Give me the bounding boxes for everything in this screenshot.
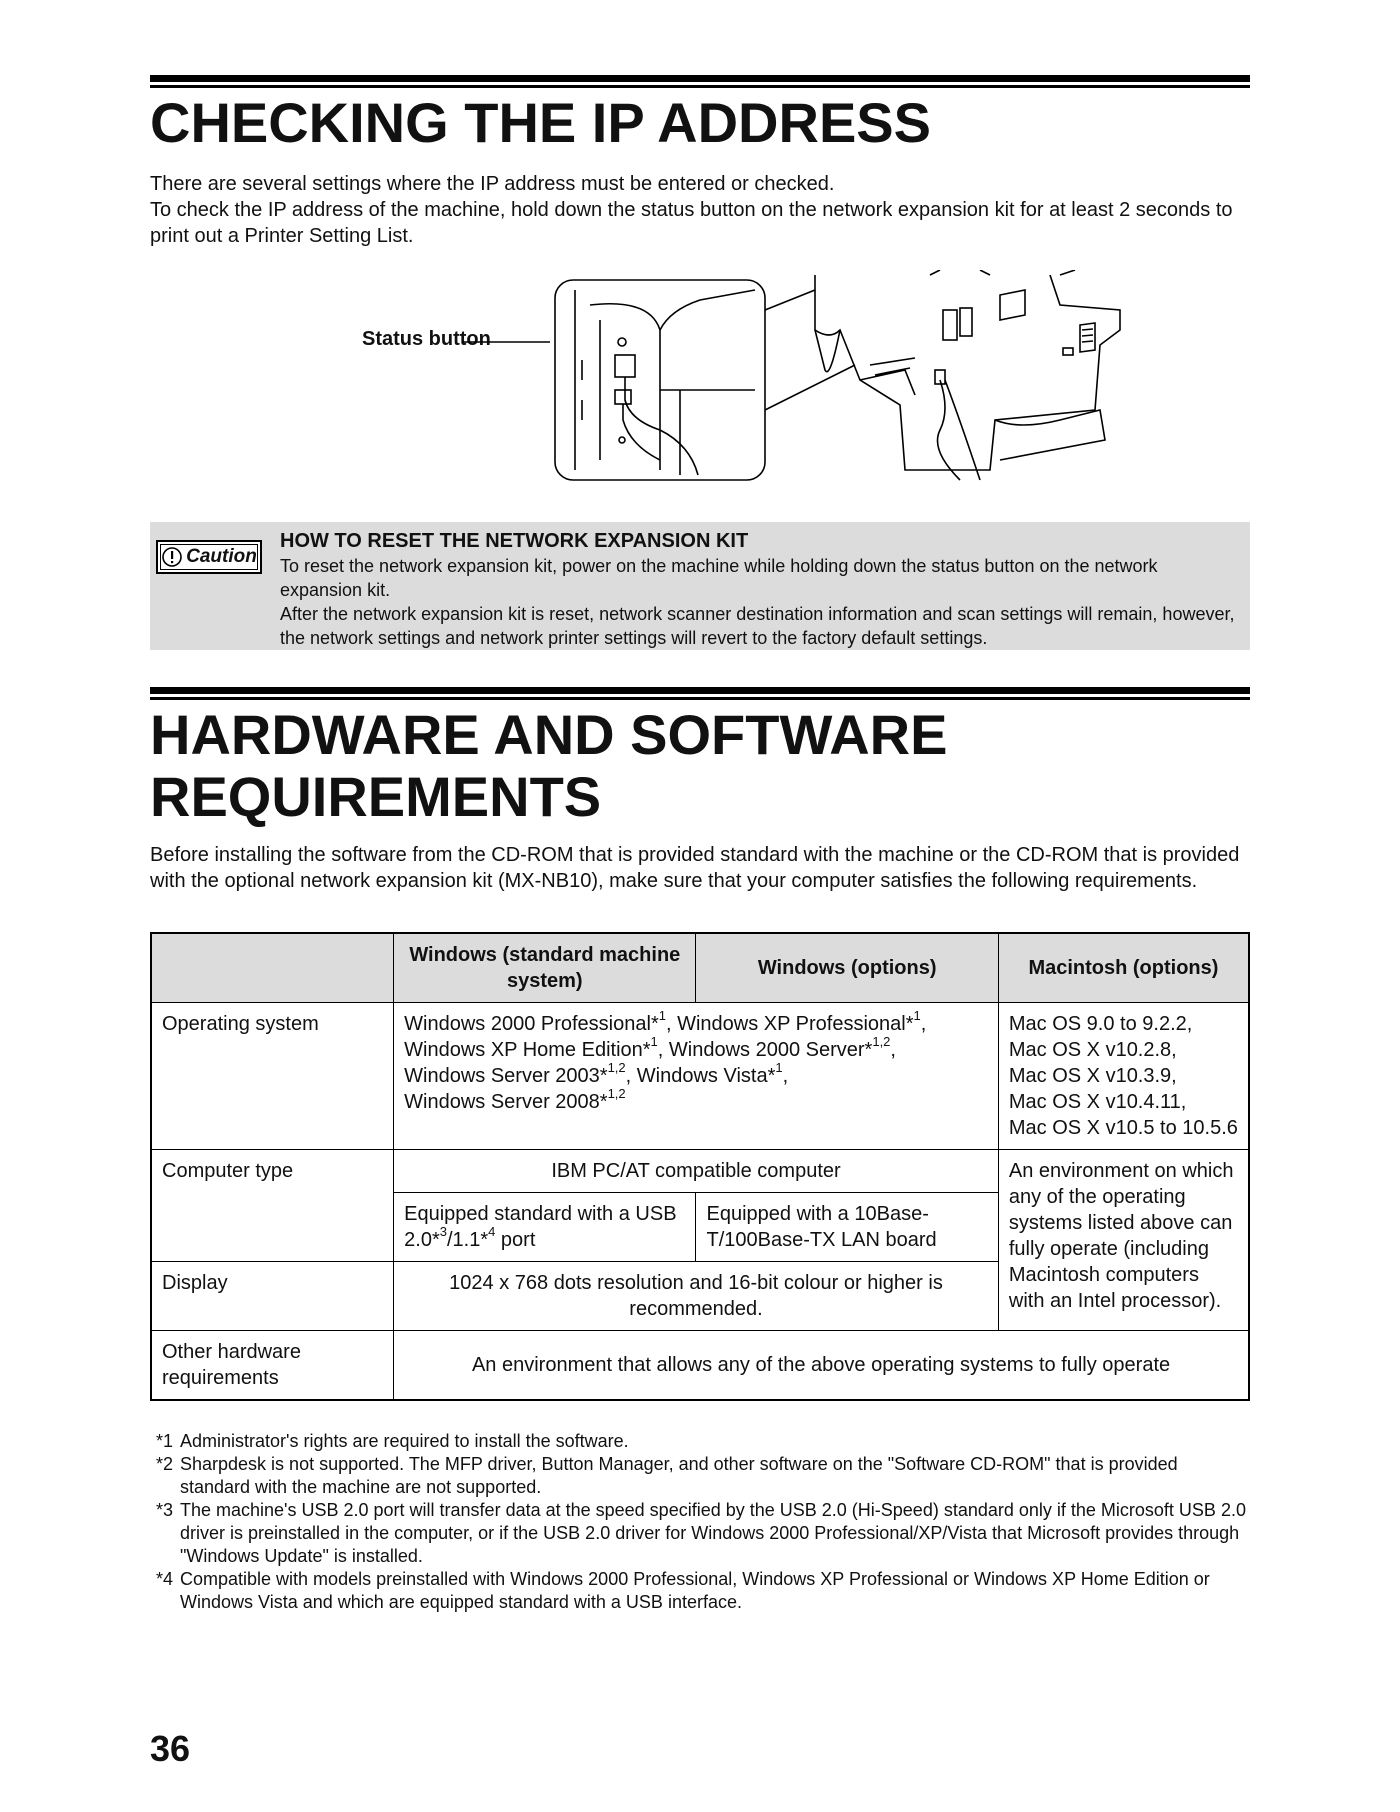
exclamation-circle-icon: [161, 546, 183, 568]
caution-text-2: After the network expansion kit is reset, network scanner destination information and scan settings will remain, however, the network settings and network printer settings will revert to the factory default settings.: [280, 604, 1235, 648]
row-label-other-hardware: Other hardware requirements: [151, 1331, 394, 1401]
footnote: *2 Sharpdesk is not supported. The MFP driver, Button Manager, and other software on the "Software CD-ROM" that is provided standard with the machine are not supported.: [156, 1454, 1178, 1497]
mac-environment: An environment on which any of the operating systems listed above can fully operate (including Macintosh computers with an Intel processor).: [998, 1150, 1249, 1331]
footnote: *3 The machine's USB 2.0 port will transfer data at the speed specified by the USB 2.0 (Hi-Speed) standard only if the Microsoft USB 2.0 driver is preinstalled in the computer, or if the USB 2.0 driver for Windows 2000 Professional/XP/Vista that Microsoft provides through "Windows Update" is installed.: [156, 1500, 1246, 1566]
ip-intro-line-2: To check the IP address of the machine, hold down the status button on the network expansion kit for at least 2 seconds to print out a Printer Setting List.: [150, 199, 1233, 247]
caution-title: HOW TO RESET THE NETWORK EXPANSION KIT: [280, 530, 749, 552]
table-header-windows-standard: Windows (standard machine system): [394, 933, 696, 1003]
other-hardware-value: An environment that allows any of the above operating systems to fully operate: [394, 1331, 1249, 1401]
footnote: *1 Administrator's rights are required to install the software.: [156, 1431, 629, 1451]
row-label-os: Operating system: [151, 1003, 394, 1150]
section-rule: [150, 75, 1250, 88]
section-title-ip-address: CHECKING THE IP ADDRESS: [150, 91, 931, 154]
caution-content: [280, 528, 1240, 650]
table-row-computer-type: [151, 1150, 1249, 1193]
os-mac-list: Mac OS 9.0 to 9.2.2, Mac OS X v10.2.8, Mac OS X v10.3.9, Mac OS X v10.4.11, Mac OS X v10.5 to 10.5.6: [998, 1003, 1249, 1150]
section-title-requirements: HARDWARE AND SOFTWARE REQUIREMENTS: [150, 703, 948, 828]
section-rule: [150, 687, 1250, 700]
status-button-label: Status button: [362, 328, 491, 350]
computer-standard: Equipped standard with a USB 2.0*$^3$/1.1*$^4$ port: [394, 1193, 696, 1262]
footnotes: [156, 1430, 1250, 1614]
network-expansion-kit-illustration: [360, 270, 1190, 485]
computer-common: IBM PC/AT compatible computer: [394, 1150, 999, 1193]
table-header-empty: [151, 933, 394, 1003]
ip-intro: [150, 171, 1250, 249]
table-header-row: [151, 933, 1249, 1003]
row-label-computer-type: Computer type: [151, 1150, 394, 1262]
caution-badge: [156, 540, 262, 574]
table-header-windows-options: Windows (options): [696, 933, 998, 1003]
caution-word: Caution: [186, 546, 257, 567]
os-windows-list: Windows 2000 Professional*$^1$, Windows XP Professional*$^1$, Windows XP Home Edition*$^1$, Windows 2000 Server*$^{1,2}$, Windows Server 2003*$^{1,2}$, Windows Vista*$^1$, Windows Server 2008*$^{1,2}$: [394, 1003, 999, 1150]
page-number: 36: [150, 1728, 191, 1769]
row-label-display: Display: [151, 1262, 394, 1331]
status-button-dot: [618, 338, 626, 346]
computer-options: Equipped with a 10Base-T/100Base-TX LAN board: [696, 1193, 998, 1262]
table-header-macintosh-options: Macintosh (options): [998, 933, 1249, 1003]
caution-text-1: To reset the network expansion kit, power on the machine while holding down the status button on the network expansion kit.: [280, 556, 1158, 600]
requirements-intro: Before installing the software from the CD-ROM that is provided standard with the machine or the CD-ROM that is provided with the optional network expansion kit (MX-NB10), make sure that your computer satisfies the following requirements.: [150, 844, 1240, 892]
footnote: *4 Compatible with models preinstalled with Windows 2000 Professional, Windows XP Professional or Windows XP Home Edition or Windows Vista and which are equipped standard with a USB interface.: [156, 1569, 1210, 1612]
requirements-table: [150, 932, 1250, 1401]
table-row-other-hardware: [151, 1331, 1249, 1401]
display-value: 1024 x 768 dots resolution and 16-bit colour or higher is recommended.: [394, 1262, 999, 1331]
table-row-operating-system: [151, 1003, 1249, 1150]
caution-box: [150, 522, 1250, 650]
ip-intro-line-1: There are several settings where the IP address must be entered or checked.: [150, 173, 835, 195]
